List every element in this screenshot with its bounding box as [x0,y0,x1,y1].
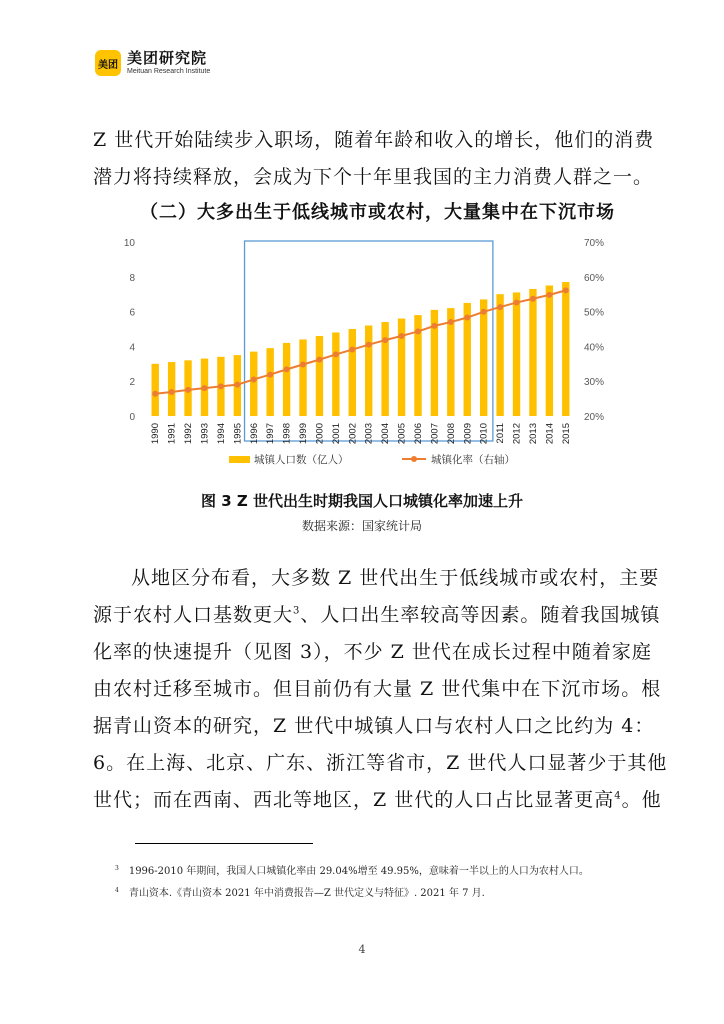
x-tick-label: 2007 [429,423,441,445]
footnote-text: 青山资本.《青山资本 2021 年中消费报告—Z 世代定义与特征》. 2021 年 7 月. [128,888,485,899]
bar-urban-population [152,364,159,416]
bar-urban-population [496,294,503,416]
y-right-tick-label: 30% [584,377,605,389]
point-urbanization-rate [399,333,405,339]
point-urbanization-rate [218,383,224,389]
x-tick-label: 2006 [412,423,424,445]
point-urbanization-rate [152,391,158,397]
point-urbanization-rate [251,376,257,382]
paragraph-line: 从地区分布看，大多数 Z 世代出生于低线城市或农村，主要 [131,567,660,589]
y-left-tick-label: 2 [129,377,135,389]
x-tick-label: 1995 [232,423,244,445]
text-run: 源于农村人口基数更大 [93,604,294,626]
point-urbanization-rate [382,337,388,343]
point-urbanization-rate [530,296,536,302]
text-run: 世代；而在西南、西北等地区，Z 世代的人口占比显著更高 [93,789,615,811]
urbanization-chart [112,228,612,482]
paragraph-line: 据青山资本的研究，Z 世代中城镇人口与农村人口之比约为 4： [93,715,655,737]
bar-urban-population [332,332,339,416]
x-tick-label: 1992 [183,423,195,445]
legend-label-bar: 城镇人口数（亿人） [254,454,349,466]
figure-caption: 图 3 Z 世代出生时期我国人口城镇化率加速上升 [201,492,523,510]
y-right-tick-label: 70% [584,238,605,249]
bar-urban-population [349,329,356,416]
paragraph-2 [93,560,668,819]
bar-urban-population [381,322,388,416]
paragraph-line: Z 世代开始陆续步入职场，随着年龄和收入的增长，他们的消费 [93,129,655,151]
bar-urban-population [250,352,257,416]
y-left-tick-label: 4 [129,342,135,354]
point-urbanization-rate [234,382,240,388]
bar-urban-population [316,336,323,416]
point-urbanization-rate [267,372,273,378]
bar-urban-population [513,292,520,416]
paragraph-line [93,597,661,634]
logo-text [127,51,210,75]
figure-source: 数据来源：国家统计局 [301,519,422,533]
x-tick-label: 2014 [544,423,556,445]
point-urbanization-rate [300,361,306,367]
point-urbanization-rate [349,347,355,353]
bar-urban-population [266,348,273,416]
x-tick-label: 1991 [166,423,178,445]
point-urbanization-rate [563,287,569,293]
x-tick-label: 1993 [199,423,211,445]
point-urbanization-rate [481,309,487,315]
legend-swatch-marker [411,456,417,462]
footnote-divider [135,843,313,844]
point-urbanization-rate [169,389,175,395]
point-urbanization-rate [514,300,520,306]
paragraph-line: 6。在上海、北京、广东、浙江等省市，Z 世代人口显著少于其他 [93,752,668,774]
paragraph-line [93,782,662,819]
logo-en-name: Meituan Research Institute [127,68,211,75]
point-urbanization-rate [448,319,454,325]
y-left-tick-label: 8 [129,272,135,284]
x-tick-label: 2005 [396,423,408,445]
y-right-tick-label: 20% [584,412,605,423]
y-left-tick-label: 10 [123,238,135,249]
bar-urban-population [480,299,487,416]
footnote-text: 1996-2010 年期间，我国人口城镇化率由 29.04%增至 49.95%，意味着一半以上的人口为农村人口。 [128,866,589,877]
footnote-mark: 3 [115,864,119,872]
bar-urban-population [529,289,536,416]
logo-badge: 美团 [95,50,121,76]
x-tick-label: 2008 [445,423,457,445]
point-urbanization-rate [316,357,322,363]
point-urbanization-rate [415,328,421,334]
x-tick-label: 2001 [330,423,342,445]
meituan-logo [95,50,210,76]
footnote-ref: 3 [293,605,301,617]
chart-svg [112,228,612,478]
x-tick-label: 1994 [215,423,227,445]
x-tick-label: 2002 [347,423,359,445]
y-right-tick-label: 60% [584,272,605,284]
x-tick-label: 1999 [298,423,310,445]
line-urbanization-rate [155,290,566,393]
paragraph-line: 化率的快速提升（见图 3），不少 Z 世代在成长过程中随着家庭 [93,641,652,663]
y-left-tick-label: 0 [129,412,135,423]
x-tick-label: 1998 [281,423,293,445]
x-tick-label: 1990 [150,423,162,445]
point-urbanization-rate [201,385,207,391]
legend-swatch-bar [229,456,250,463]
y-left-tick-label: 6 [129,307,135,319]
x-tick-label: 1997 [265,423,277,445]
y-right-tick-label: 50% [584,307,605,319]
point-urbanization-rate [284,366,290,372]
x-tick-label: 2010 [478,423,490,445]
logo-cn-name: 美团研究院 [127,49,208,67]
point-urbanization-rate [431,323,437,329]
x-tick-label: 2004 [380,423,392,445]
x-tick-label: 2012 [511,423,523,445]
point-urbanization-rate [464,315,470,321]
footnote-ref: 4 [614,790,622,802]
y-right-tick-label: 40% [584,342,605,354]
page-number: 4 [358,943,366,956]
section-subheading: （二）大多出生于低线城市或农村，大量集中在下沉市场 [140,202,615,223]
point-urbanization-rate [366,342,372,348]
point-urbanization-rate [185,387,191,393]
bar-urban-population [546,286,553,417]
bar-urban-population [299,339,306,416]
paragraph-1 [93,122,655,196]
x-tick-label: 2003 [363,423,375,445]
bar-urban-population [283,343,290,416]
x-tick-label: 2015 [560,423,572,445]
footnote-mark: 4 [115,886,119,894]
paragraph-line: 潜力将持续释放，会成为下个十年里我国的主力消费人群之一。 [93,166,654,188]
footnote-4 [115,884,485,899]
x-tick-label: 2009 [462,423,474,445]
point-urbanization-rate [546,292,552,298]
bar-urban-population [562,282,569,416]
bar-urban-population [365,326,372,416]
text-run: 。他 [621,789,662,811]
x-tick-label: 2013 [527,423,539,445]
point-urbanization-rate [497,304,503,310]
paragraph-line: 由农村迁移至城市。但目前仍有大量 Z 世代集中在下沉市场。根 [93,678,662,700]
point-urbanization-rate [333,351,339,357]
x-tick-label: 1996 [248,423,260,445]
x-tick-label: 2011 [495,423,507,444]
text-run: 、人口出生率较高等因素。随着我国城镇 [300,604,661,626]
x-tick-label: 2000 [314,423,326,445]
footnote-3 [115,862,589,877]
legend-label-line: 城镇化率（右轴） [431,454,515,466]
